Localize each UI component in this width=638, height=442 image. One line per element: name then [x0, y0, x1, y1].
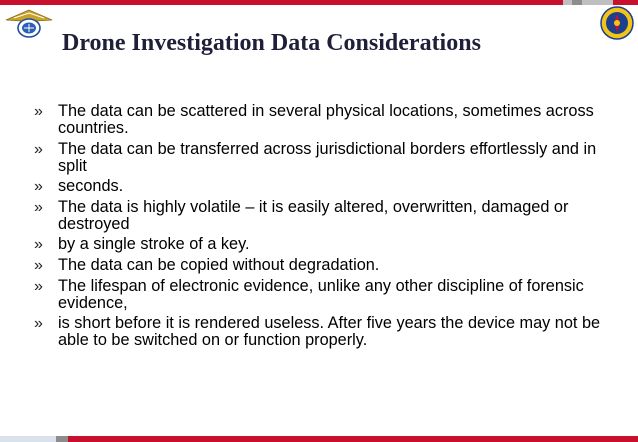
bullet-text: The data is highly volatile – it is easily altered, overwritten, damaged or destroyed: [58, 197, 569, 233]
bullet-text: by a single stroke of a key.: [58, 235, 250, 254]
bullet-text: The data can be copied without degradation.: [58, 255, 380, 274]
bottom-dark-gray-block: [56, 436, 68, 442]
slide-title: Drone Investigation Data Considerations: [62, 30, 481, 56]
top-dark-gray-block: [572, 0, 582, 5]
bullet-marker: »: [34, 198, 43, 216]
bullet-item: [34, 141, 614, 175]
top-accent-bar: [0, 0, 638, 5]
bottom-gray-block: [0, 436, 56, 442]
bottom-accent-bar: [68, 436, 638, 442]
bullet-marker: »: [34, 236, 43, 254]
bullet-item: [34, 315, 614, 349]
top-gray-block: [563, 0, 613, 5]
bullet-marker: »: [34, 140, 43, 158]
bullet-text: The lifespan of electronic evidence, unlike any other discipline of forensic evidence,: [58, 276, 584, 312]
ministry-emblem-icon: [600, 6, 634, 40]
bullet-item: [34, 278, 614, 312]
bullet-text: is short before it is rendered useless. After five years the device may not be able to be switched on or function properly.: [58, 314, 601, 350]
bullet-marker: »: [34, 103, 43, 120]
bullet-marker: »: [34, 178, 43, 196]
bullet-text: The data can be transferred across jurisdictional borders effortlessly and in split: [58, 139, 597, 175]
bullet-item: [34, 103, 614, 137]
bullet-item: [34, 257, 614, 274]
bullet-text: seconds.: [58, 177, 124, 196]
bullet-item: [34, 199, 614, 233]
bullet-marker: »: [34, 315, 43, 333]
bullet-text: The data can be scattered in several physical locations, sometimes across countries.: [58, 102, 594, 137]
bullet-item: [34, 178, 614, 195]
bullet-list: [34, 103, 614, 353]
bullet-marker: »: [34, 256, 43, 274]
aviation-wings-logo-icon: [2, 6, 56, 42]
bullet-marker: »: [34, 277, 43, 295]
bullet-item: [34, 236, 614, 253]
